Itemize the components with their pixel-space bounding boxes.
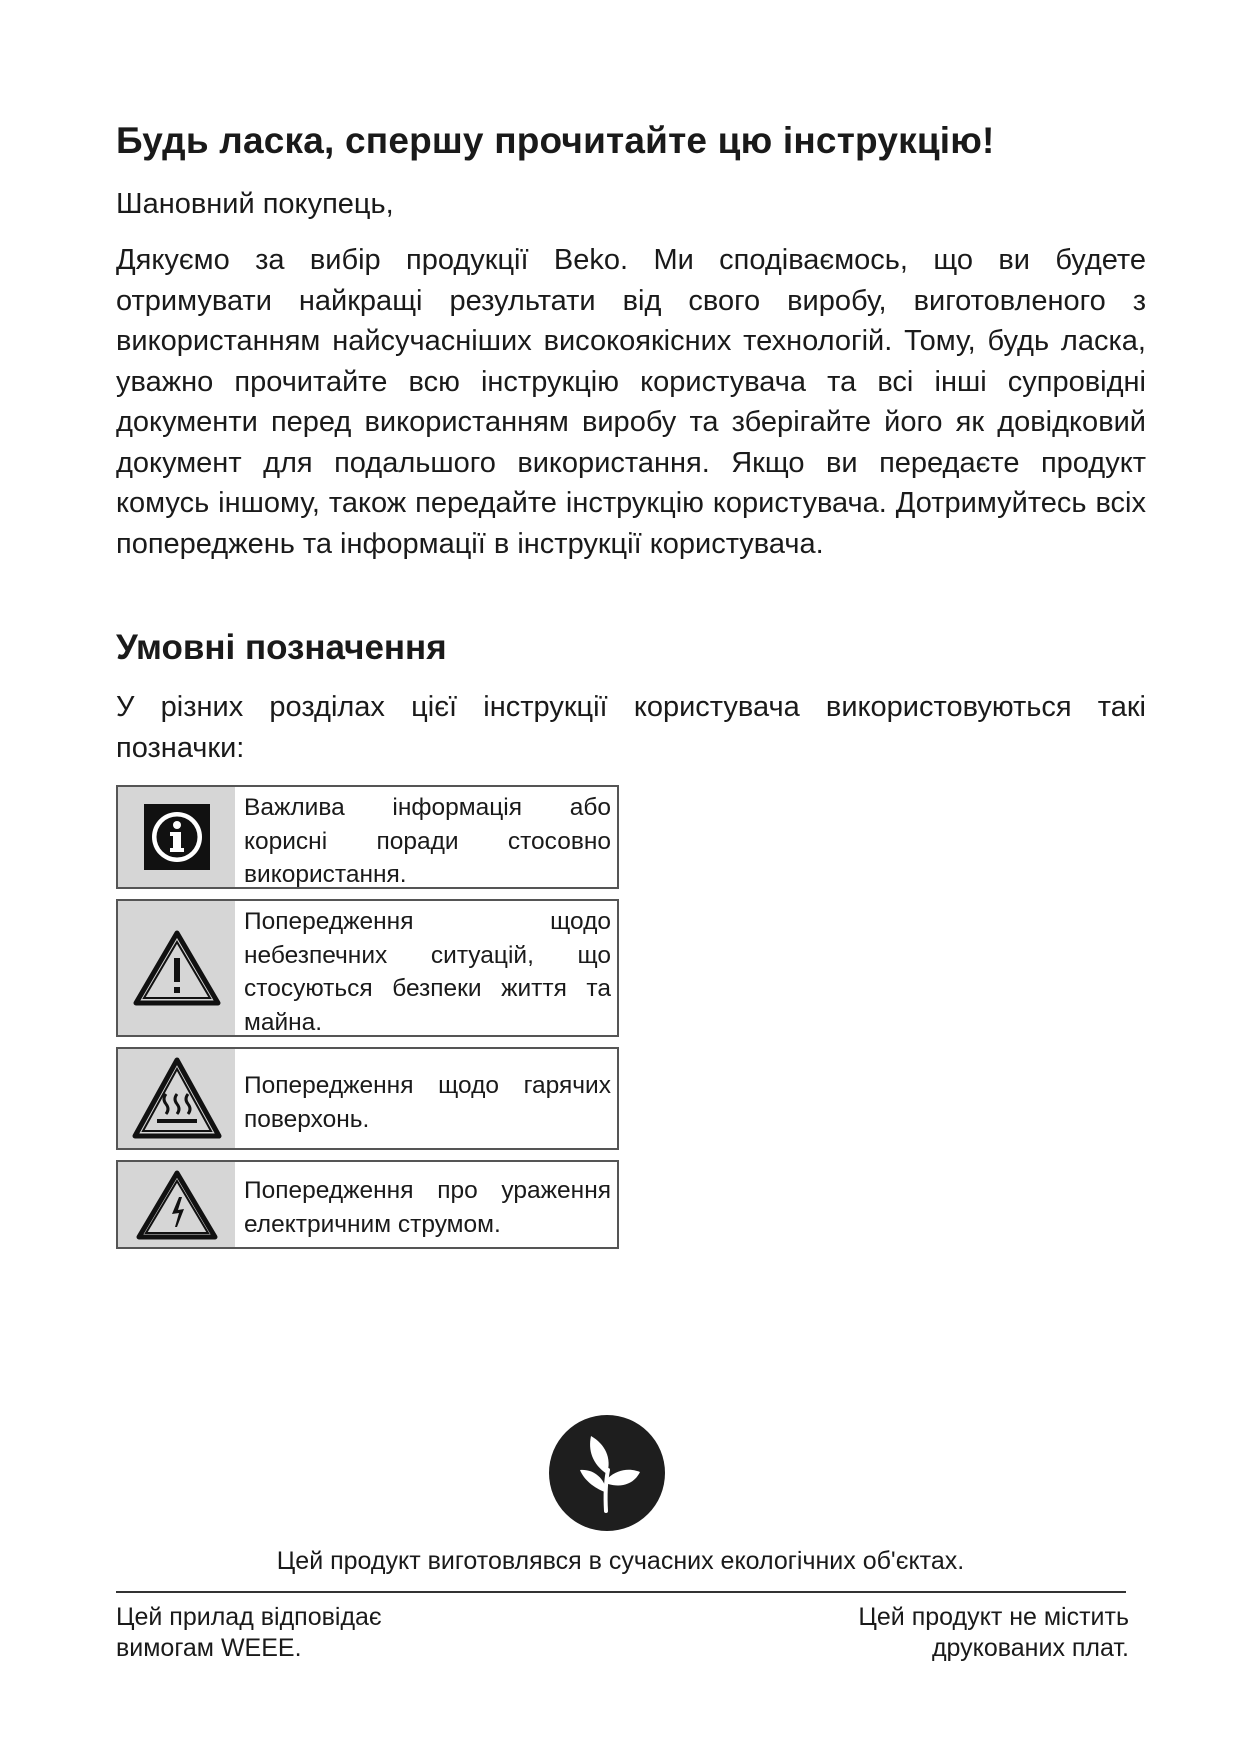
symbol-description: Попередження про ураження електричним струмом. xyxy=(244,1177,611,1238)
symbol-row-hot-surface xyxy=(116,1047,619,1150)
footer-divider xyxy=(116,1591,1126,1593)
symbol-row-warning xyxy=(116,899,619,1037)
symbols-intro: У різних розділах цієї інструкції користувача використовуються такі позначки: xyxy=(116,691,1146,764)
greeting: Шановний покупець, xyxy=(116,188,394,220)
symbol-description: Попередження щодо гарячих поверхонь. xyxy=(244,1072,611,1133)
symbol-description: Важлива інформація або корисні поради стосовно використання. xyxy=(244,794,611,888)
page-title: Будь ласка, спершу прочитайте цю інструкцію! xyxy=(116,120,995,161)
leaf-icon xyxy=(548,1414,666,1532)
symbol-row-electric xyxy=(116,1160,619,1249)
no-pcb-statement: Цей продукт не містить друкованих плат. xyxy=(858,1603,1129,1662)
symbol-description: Попередження щодо небезпечних ситуацій, що стосуються безпеки життя та майна. xyxy=(244,908,611,1036)
eco-statement: Цей продукт виготовлявся в сучасних екологічних об'єктах. xyxy=(276,1547,965,1575)
symbol-row-info xyxy=(116,785,619,889)
warning-icon xyxy=(132,928,222,1008)
weee-compliance: Цей прилад відповідає вимогам WEEE. xyxy=(116,1603,382,1662)
hot-surface-icon xyxy=(132,1056,222,1142)
intro-paragraph: Дякуємо за вибір продукції Beko. Ми сподіваємось, що ви будете отримувати найкращі результати від свого виробу, виготовленого з використанням найсучасніших високоякісних технологій. Тому, будь ласка, уважно прочитайте всю інструкцію користувача та всі інші супровідні документи перед використанням виробу та зберігайте його як довідковий документ для подальшого використання. Якщо ви передаєте продукт комусь іншому, також передайте інструкцію користувача. Дотримуйтесь всіх попереджень та інформації в інструкції користувача. xyxy=(116,244,1146,560)
symbols-heading: Умовні позначення xyxy=(116,628,447,667)
info-icon xyxy=(144,804,210,870)
electric-shock-icon xyxy=(135,1169,219,1241)
